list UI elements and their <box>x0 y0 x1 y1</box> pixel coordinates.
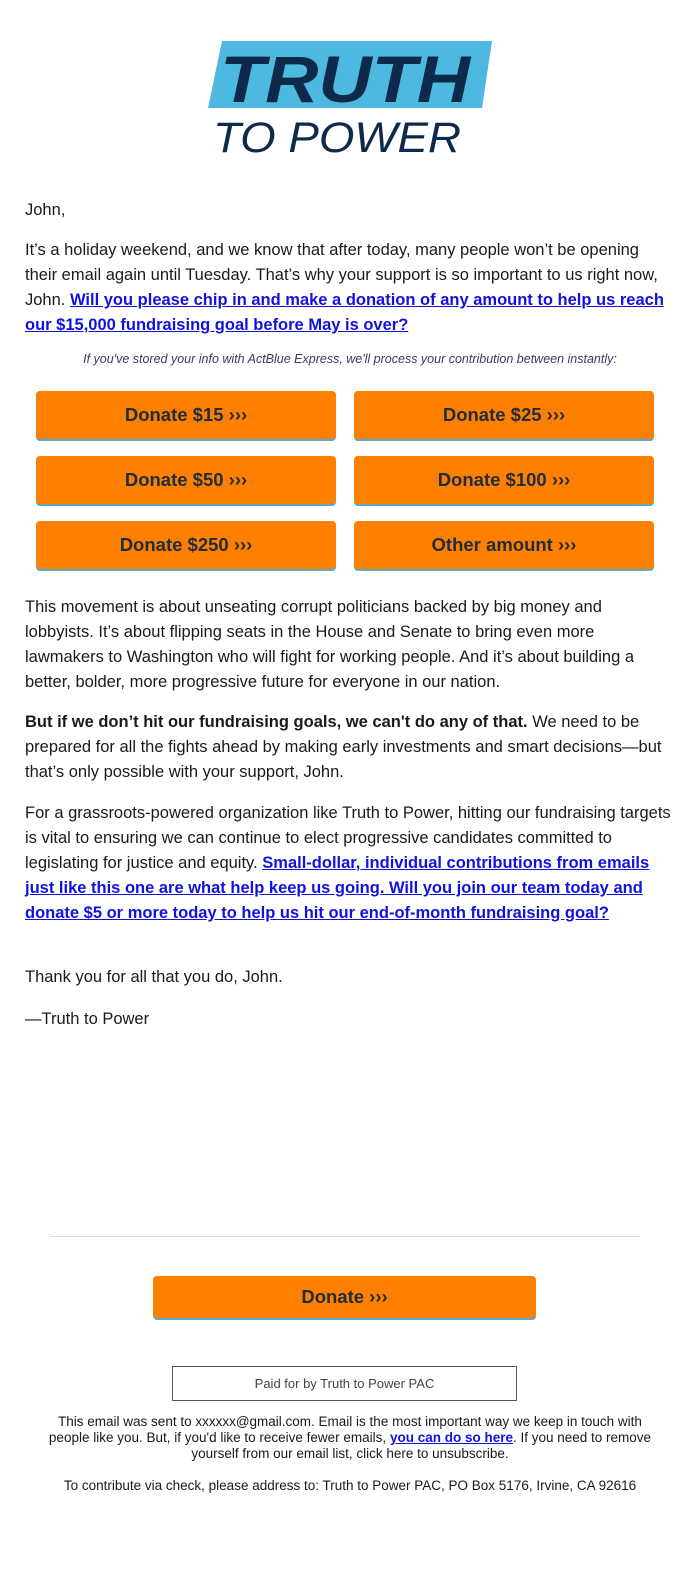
movement-paragraph: This movement is about unseating corrupt politicians backed by big money and lobbyists. It’s about flipping seats in the House and Senate to bring even more lawmakers to Washington who will fight for working people. And it’s about building a better, bolder, more progressive future for everyone in our nation. <box>25 598 635 691</box>
footer-text-2: . If you need to remove yourself from our email list, click here to unsubscribe. <box>191 1430 652 1461</box>
grassroots-text: For a grassroots-powered organization like Truth to Power, hitting our fundraising targets is vital to ensuring we can continue to elect progressive candidates committed to legislating for justice and equity. <box>25 804 671 872</box>
footer-text-1: This email was sent to xxxxxx@gmail.com. Email is the most important way we keep in touch with people like you. But, if you'd like to receive fewer emails, <box>48 1414 642 1445</box>
grassroots-paragraph <box>25 801 675 926</box>
intro-paragraph <box>25 238 675 338</box>
donate-100-button[interactable]: Donate $100 ››› <box>354 456 654 504</box>
main-donate-button[interactable]: Donate ››› <box>153 1276 536 1318</box>
truth-to-power-logo <box>0 38 700 162</box>
donate-15-button[interactable]: Donate $15 ››› <box>36 391 336 439</box>
small-dollar-link[interactable]: Small-dollar, individual contributions from emails just like this one are what help keep us going. Will you join our team today and donate $5 or more today to help us hit our end-of-month fundraising goal? <box>25 854 650 922</box>
logo-line1: TRUTH <box>220 42 472 116</box>
goals-text: We need to be prepared for all the fights ahead by making early investments and smart decisions—but that’s only possible with your support, John. <box>25 713 662 781</box>
footer-notice <box>40 1414 660 1462</box>
donation-ask-link[interactable]: Will you please chip in and make a donation of any amount to help us reach our $15,000 fundraising goal before May is over? <box>25 291 664 334</box>
intro-text: It’s a holiday weekend, and we know that after today, many people won’t be opening their email again until Tuesday. That’s why your support is so important to us right now, John. <box>25 241 658 309</box>
donate-other-amount-button[interactable]: Other amount ››› <box>354 521 654 569</box>
goals-bold-text: But if we don’t hit our fundraising goals, we can't do any of that. <box>25 713 528 731</box>
donate-25-button[interactable]: Donate $25 ››› <box>354 391 654 439</box>
divider <box>50 1236 640 1237</box>
thanks-line: Thank you for all that you do, John. <box>25 968 283 986</box>
goals-paragraph <box>25 710 675 785</box>
donate-250-button[interactable]: Donate $250 ››› <box>36 521 336 569</box>
logo-line2: TO POWER <box>213 114 461 162</box>
signature: —Truth to Power <box>25 1010 150 1028</box>
actblue-express-note: If you've stored your info with ActBlue Express, we'll process your contribution between instantly: <box>83 352 617 366</box>
donate-50-button[interactable]: Donate $50 ››› <box>36 456 336 504</box>
check-address: To contribute via check, please address to: Truth to Power PAC, PO Box 5176, Irvine, CA 92616 <box>63 1478 637 1493</box>
paid-for-box: Paid for by Truth to Power PAC <box>172 1366 517 1401</box>
fewer-emails-link[interactable]: you can do so here <box>389 1430 513 1445</box>
greeting: John, <box>25 201 66 219</box>
